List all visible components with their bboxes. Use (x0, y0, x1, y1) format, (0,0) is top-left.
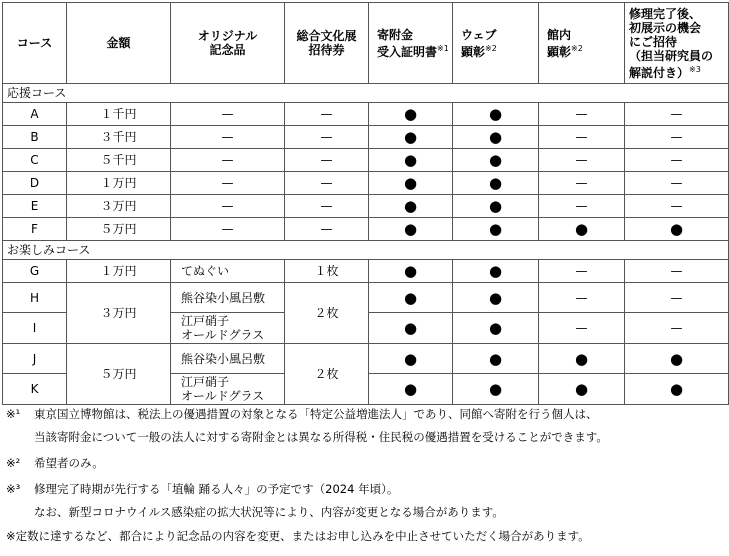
dot-cell: ● (539, 374, 625, 405)
table-row (3, 218, 729, 241)
section-label: お楽しみコース (3, 241, 729, 260)
dash-cell: — (539, 260, 625, 283)
dash-cell: — (171, 103, 285, 126)
dot-cell: ● (453, 172, 539, 195)
dot-cell: ● (453, 260, 539, 283)
note-1-line-1: 東京国立博物館は、税法上の優遇措置の対象となる「特定公益増進法人」であり、同館へ寄附を行う個人は、 (34, 407, 598, 421)
gift-cell: 江戸硝子 オールドグラス (171, 374, 285, 405)
dash-cell: — (171, 172, 285, 195)
header-ticket: 総合文化展 招待券 (285, 3, 369, 84)
dot-cell: ● (369, 172, 453, 195)
dot-cell: ● (453, 374, 539, 405)
note-3-line-2: なお、新型コロナウイルス感染症の拡大状況等により、内容が変更となる場合があります。 (34, 505, 504, 519)
table-row (3, 149, 729, 172)
section-row-enjoy (3, 241, 729, 260)
dash-cell: — (625, 283, 729, 313)
header-gift: オリジナル 記念品 (171, 3, 285, 84)
course-cell: K (3, 374, 67, 405)
dash-cell: — (285, 149, 369, 172)
note-4: ※定数に達するなど、都合により記念品の内容を変更、またはお申し込みを中止させていただく場合があります。 (6, 529, 590, 543)
dot-cell: ● (625, 344, 729, 374)
dash-cell: — (285, 195, 369, 218)
course-cell: C (3, 149, 67, 172)
header-hall: 館内 顕彰$^{※2}$ (539, 3, 625, 84)
dot-cell: ● (539, 218, 625, 241)
dot-cell: ● (625, 374, 729, 405)
dot-cell: ● (369, 344, 453, 374)
dot-cell: ● (453, 149, 539, 172)
course-cell: I (3, 313, 67, 344)
table-row (3, 260, 729, 283)
note-3-mark: ※³ (6, 482, 21, 496)
dot-cell: ● (369, 103, 453, 126)
gift-cell: 熊谷染小風呂敷 (171, 283, 285, 313)
tickets-cell: １枚 (285, 260, 369, 283)
dash-cell: — (625, 149, 729, 172)
note-2-text: 希望者のみ。 (34, 456, 104, 470)
tickets-cell: ２枚 (285, 283, 369, 344)
dot-cell: ● (453, 103, 539, 126)
gift-cell: 江戸硝子 オールドグラス (171, 313, 285, 344)
amount-cell: ３万円 (67, 195, 171, 218)
dot-cell: ● (369, 149, 453, 172)
note-1-mark: ※¹ (6, 407, 21, 421)
dash-cell: — (285, 218, 369, 241)
section-label: 応援コース (3, 84, 729, 103)
table-row (3, 172, 729, 195)
course-cell: G (3, 260, 67, 283)
dash-cell: — (625, 260, 729, 283)
amount-cell: ５万円 (67, 344, 171, 405)
dash-cell: — (285, 172, 369, 195)
table-row (3, 126, 729, 149)
course-cell: J (3, 344, 67, 374)
amount-cell: ５万円 (67, 218, 171, 241)
dash-cell: — (625, 126, 729, 149)
dot-cell: ● (369, 313, 453, 344)
note-3-line-1: 修理完了時期が先行する「埴輪 踊る人々」の予定です（2024 年頃）。 (34, 482, 399, 496)
course-cell: D (3, 172, 67, 195)
dash-cell: — (539, 195, 625, 218)
dot-cell: ● (539, 344, 625, 374)
dot-cell: ● (453, 283, 539, 313)
dash-cell: — (539, 126, 625, 149)
course-cell: F (3, 218, 67, 241)
amount-cell: １千円 (67, 103, 171, 126)
amount-cell: １万円 (67, 172, 171, 195)
dash-cell: — (285, 126, 369, 149)
header-course: コース (3, 3, 67, 84)
dot-cell: ● (453, 195, 539, 218)
dot-cell: ● (453, 344, 539, 374)
dash-cell: — (171, 149, 285, 172)
note-1-line-2: 当該寄附金について一般の法人に対する寄附金とは異なる所得税・住民税の優遇措置を受けることができます。 (34, 430, 608, 444)
dash-cell: — (171, 195, 285, 218)
course-cell: H (3, 283, 67, 313)
dot-cell: ● (369, 126, 453, 149)
dot-cell: ● (369, 283, 453, 313)
dot-cell: ● (369, 260, 453, 283)
dot-cell: ● (625, 218, 729, 241)
amount-cell: １万円 (67, 260, 171, 283)
amount-cell: ５千円 (67, 149, 171, 172)
dash-cell: — (625, 103, 729, 126)
dash-cell: — (625, 172, 729, 195)
header-web: ウェブ 顕彰$^{※2}$ (453, 3, 539, 84)
note-2-mark: ※² (6, 456, 21, 470)
dash-cell: — (625, 313, 729, 344)
gift-cell: 熊谷染小風呂敷 (171, 344, 285, 374)
dash-cell: — (539, 103, 625, 126)
tickets-cell: ２枚 (285, 344, 369, 405)
dot-cell: ● (453, 218, 539, 241)
table-row (3, 103, 729, 126)
dot-cell: ● (453, 126, 539, 149)
dash-cell: — (171, 218, 285, 241)
dash-cell: — (539, 283, 625, 313)
dash-cell: — (285, 103, 369, 126)
header-amount: 金額 (67, 3, 171, 84)
table-row (3, 195, 729, 218)
dot-cell: ● (369, 218, 453, 241)
gift-cell: てぬぐい (171, 260, 285, 283)
course-cell: B (3, 126, 67, 149)
header-invite: 修理完了後、 初展示の機会 にご招待 （担当研究員の 解説付き）$^{※3}$ (625, 3, 729, 84)
table-row (3, 283, 729, 313)
dot-cell: ● (453, 313, 539, 344)
header-receipt: 寄附金 受入証明書$^{※1}$ (369, 3, 453, 84)
dash-cell: — (171, 126, 285, 149)
donation-course-table (2, 2, 729, 405)
course-cell: E (3, 195, 67, 218)
dash-cell: — (539, 172, 625, 195)
section-row-support (3, 84, 729, 103)
dash-cell: — (539, 313, 625, 344)
amount-cell: ３千円 (67, 126, 171, 149)
course-cell: A (3, 103, 67, 126)
dash-cell: — (539, 149, 625, 172)
table-header-row (3, 3, 729, 84)
amount-cell: ３万円 (67, 283, 171, 344)
table-row (3, 344, 729, 374)
dot-cell: ● (369, 195, 453, 218)
dot-cell: ● (369, 374, 453, 405)
dash-cell: — (625, 195, 729, 218)
